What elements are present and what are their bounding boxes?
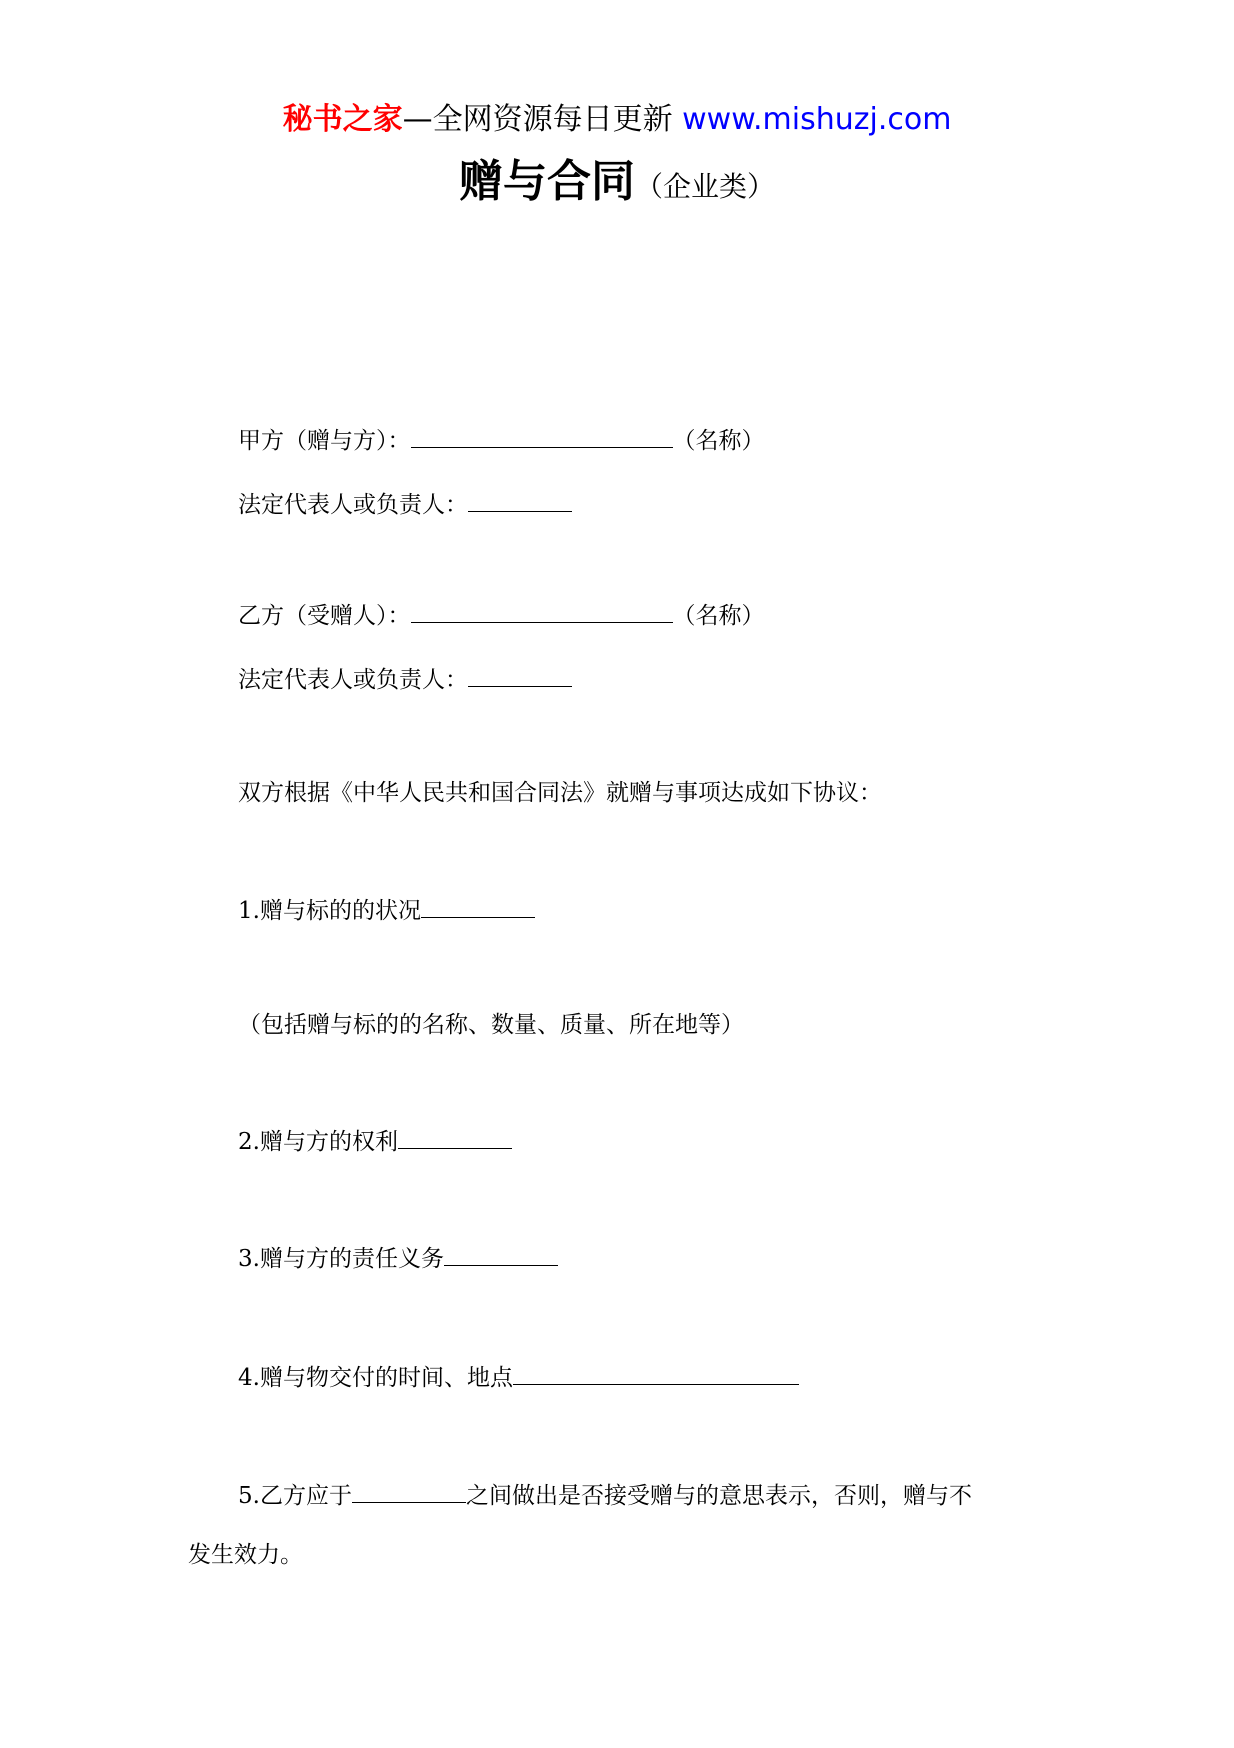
document-title (0, 152, 1234, 221)
party-b-rep-blank[interactable] (468, 664, 572, 687)
clause-5-blank[interactable] (352, 1480, 466, 1503)
party-a-rep-blank[interactable] (468, 489, 572, 512)
party-a-rep-line (238, 489, 572, 520)
clause-5 (238, 1480, 972, 1511)
site-url-link[interactable]: www.mishuzj.com (682, 102, 952, 137)
clause-3-blank[interactable] (444, 1243, 558, 1266)
clause-4-blank[interactable] (513, 1362, 799, 1385)
site-header (0, 100, 1234, 140)
clause-2 (238, 1126, 512, 1157)
title-main: 赠与合同 (458, 156, 635, 207)
clause-4 (238, 1362, 799, 1393)
party-b-name-blank[interactable] (411, 600, 673, 623)
brand-name: 秘书之家 (282, 102, 403, 137)
clause-5-text-pre: 5.乙方应于 (238, 1483, 352, 1509)
clause-3 (238, 1243, 558, 1274)
clause-2-text: 2.赠与方的权利 (238, 1129, 398, 1155)
party-b-rep-label: 法定代表人或负责人： (238, 667, 468, 693)
clause-4-text: 4.赠与物交付的时间、地点 (238, 1365, 513, 1391)
intro-paragraph: 双方根据《中华人民共和国合同法》就赠与事项达成如下协议： (238, 780, 882, 806)
clause-1 (238, 895, 535, 926)
party-b-rep-line (238, 664, 572, 695)
clause-1-text: 1.赠与标的的状况 (238, 898, 421, 924)
party-a-label: 甲方（赠与方）： (238, 428, 411, 454)
header-slogan: —全网资源每日更新 (402, 102, 683, 137)
clause-5-continuation: 发生效力。 (188, 1542, 303, 1568)
title-subtitle: （企业类） (634, 170, 775, 203)
clause-1-blank[interactable] (421, 895, 535, 918)
party-a-line (238, 425, 765, 456)
party-a-name-blank[interactable] (411, 425, 673, 448)
party-a-suffix: （名称） (672, 428, 765, 454)
clause-3-text: 3.赠与方的责任义务 (238, 1246, 444, 1272)
clause-5-text-post: 之间做出是否接受赠与的意思表示，否则，赠与不 (465, 1483, 972, 1509)
party-a-rep-label: 法定代表人或负责人： (238, 492, 468, 518)
party-b-label: 乙方（受赠人）： (238, 603, 411, 629)
clause-1-note: （包括赠与标的的名称、数量、质量、所在地等） (238, 1012, 744, 1038)
clause-2-blank[interactable] (398, 1126, 512, 1149)
party-b-suffix: （名称） (672, 603, 765, 629)
party-b-line (238, 600, 765, 631)
